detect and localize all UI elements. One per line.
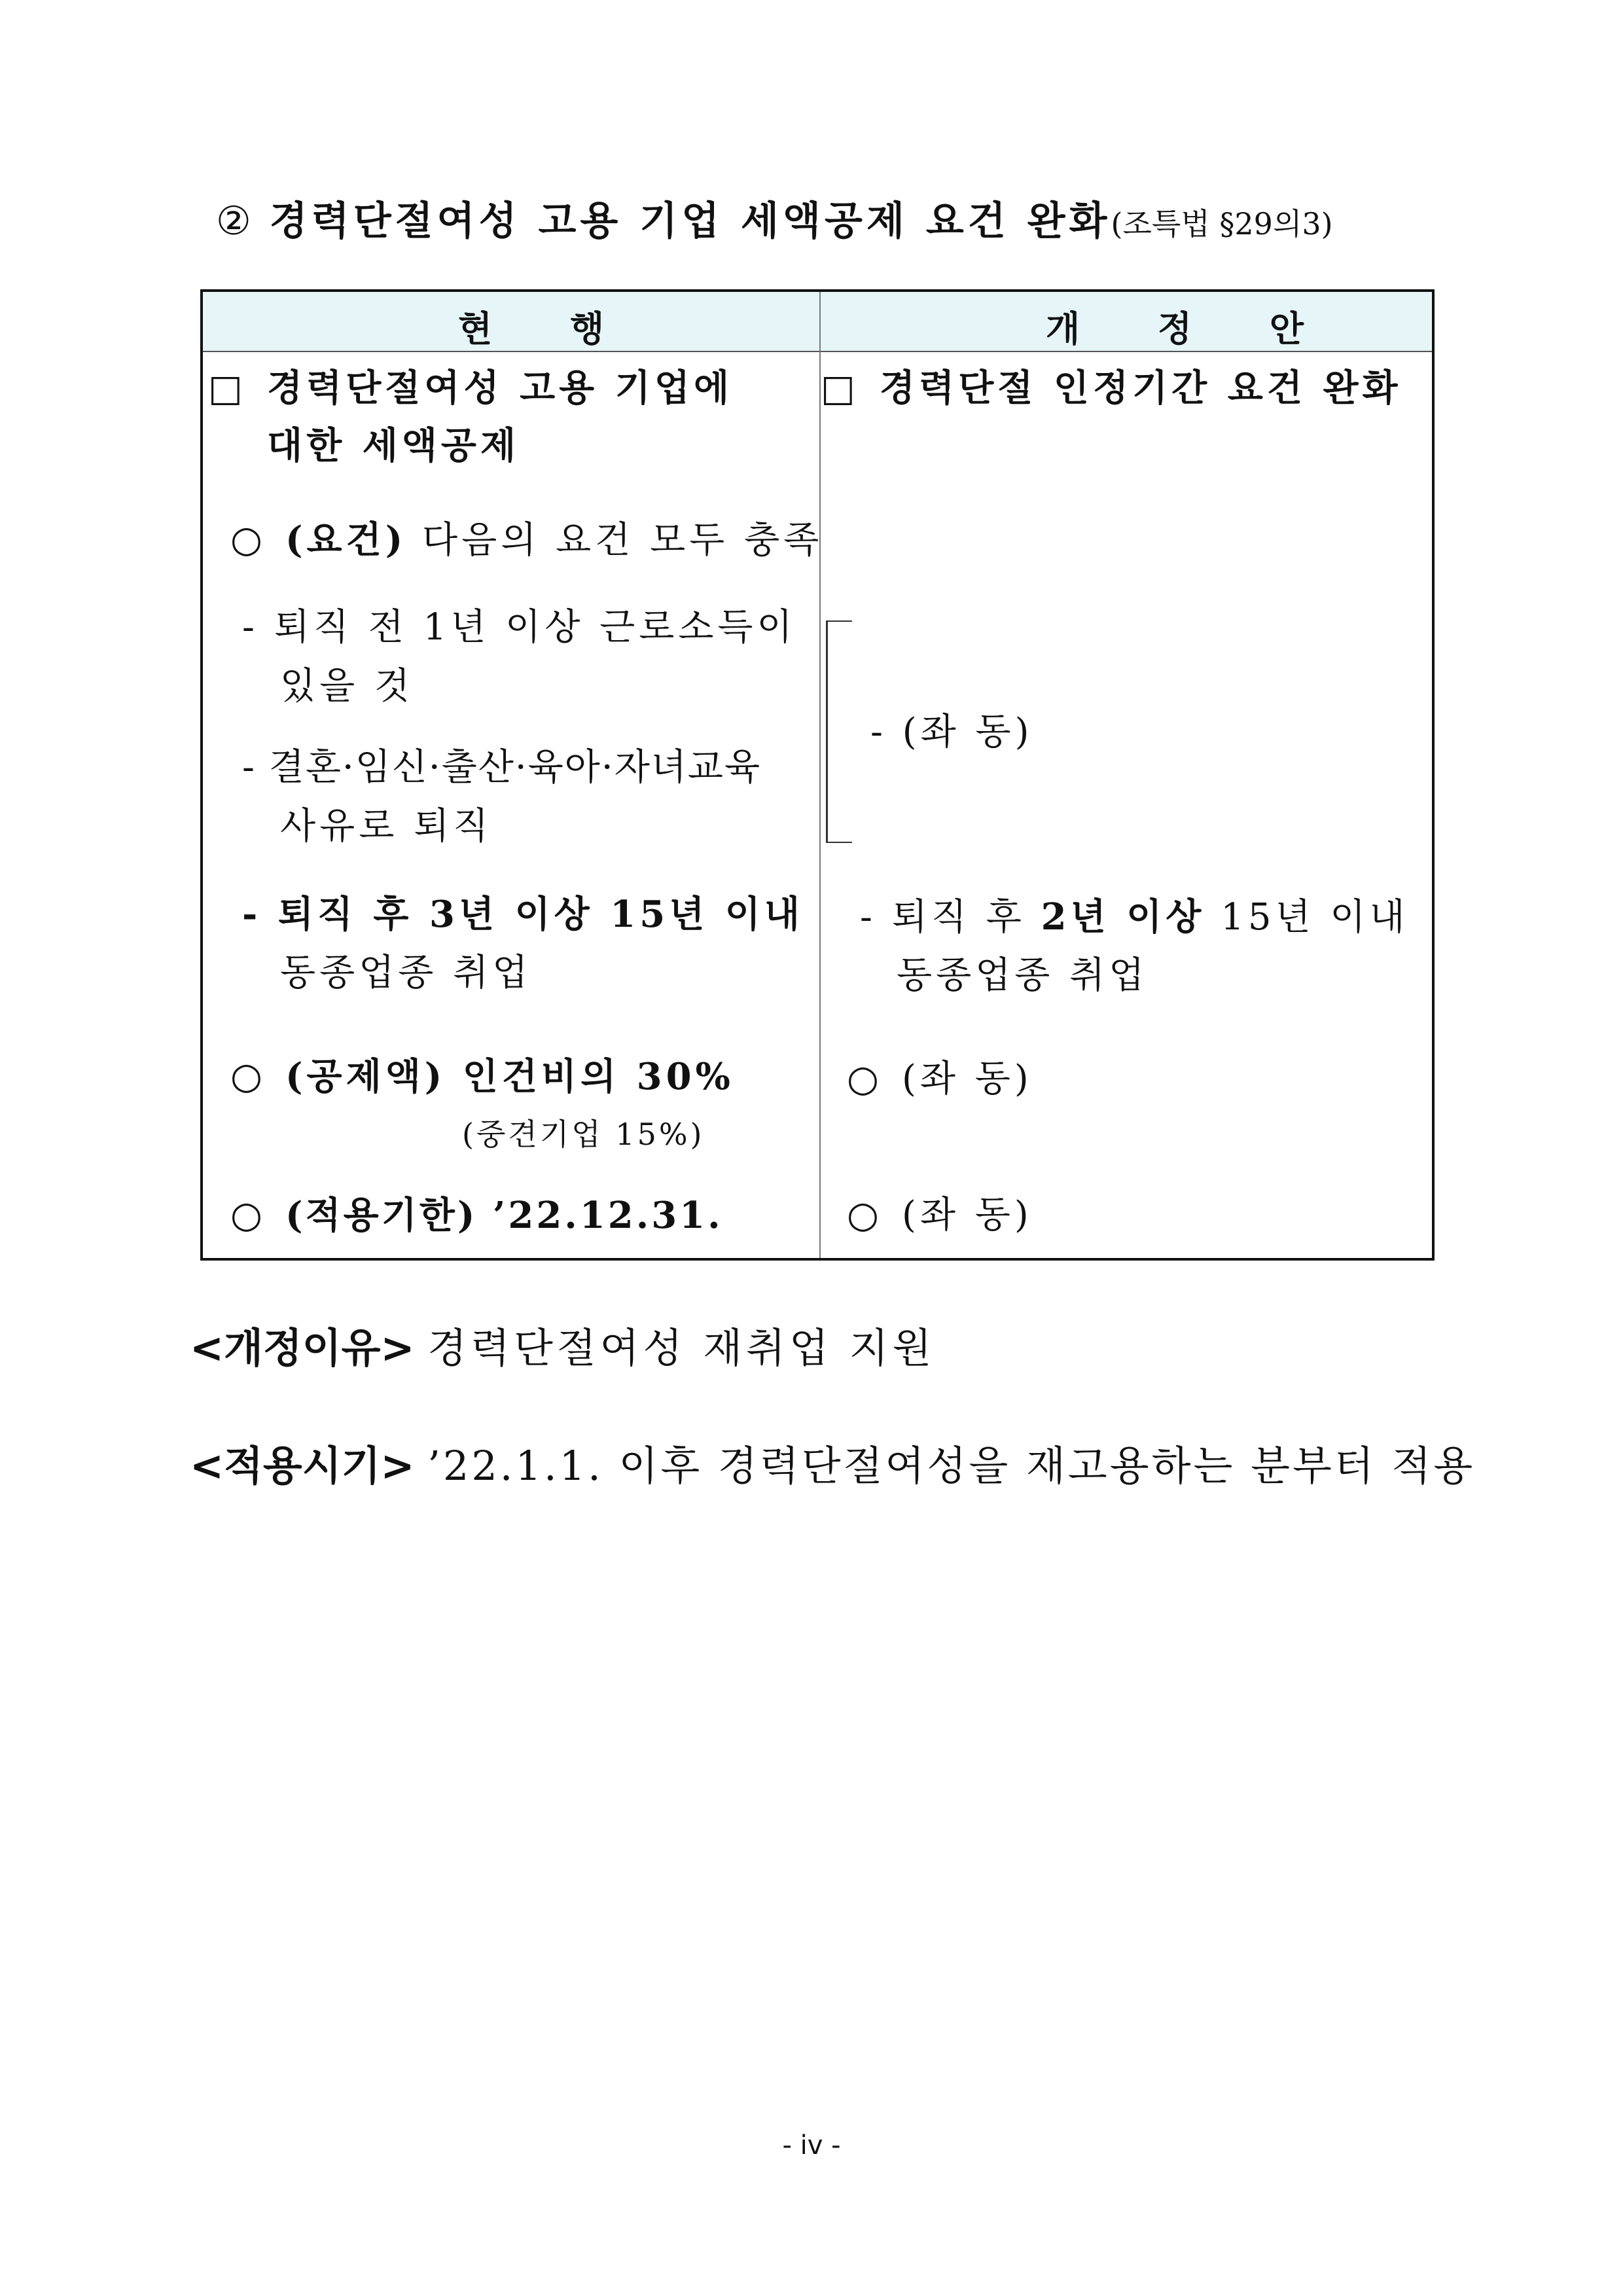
item3-revised-line2: 동종업종 취업 — [897, 954, 1149, 997]
deduction-revised-bullet: ○ — [847, 1058, 879, 1100]
requirements-bullet: ○ — [230, 518, 262, 561]
effective-date — [190, 1433, 1475, 1492]
header-current: 현 행 — [458, 308, 637, 350]
bracket-same-text: - (좌 동) — [870, 711, 1033, 753]
item3-current-line1: - 퇴직 후 3년 이상 15년 이내 — [242, 893, 804, 936]
deduction-revised: (좌 동) — [902, 1058, 1033, 1100]
law-reference: (조특법 §29의3) — [1111, 206, 1333, 242]
item3-revised-dash: - — [860, 896, 876, 939]
column-divider — [819, 292, 821, 1258]
same-as-left-bracket — [826, 620, 852, 843]
deduction-bullet: ○ — [230, 1055, 262, 1098]
revised-heading: 경력단절 인정기간 요건 완화 — [880, 367, 1402, 410]
reason-label: <개정이유> — [190, 1324, 415, 1372]
item1-line1: - 퇴직 전 1년 이상 근로소득이 — [242, 606, 796, 649]
period-revised: (좌 동) — [902, 1194, 1033, 1236]
item3-revised-line1 — [860, 888, 1409, 947]
current-heading-box: □ — [208, 367, 243, 410]
revised-heading-box: □ — [821, 367, 855, 410]
section-title — [216, 190, 1333, 246]
period-current: (적용기한) ’22.12.31. — [285, 1194, 723, 1237]
requirements-label: (요건) — [285, 518, 407, 562]
item3-revised-pre: 퇴직 후 — [891, 896, 1026, 939]
item2-line1: - 결혼·임신·출산·육아·자녀교육 — [242, 746, 762, 789]
amendment-reason — [190, 1316, 935, 1374]
effective-label: <적용시기> — [190, 1442, 415, 1490]
item3-revised-post: 15년 이내 — [1221, 896, 1409, 939]
header-revised: 개 정 안 — [1046, 308, 1337, 350]
section-number: ② — [216, 198, 255, 244]
deduction-current-sub: (중견기업 15%) — [462, 1117, 705, 1152]
item3-current-line2: 동종업종 취업 — [280, 952, 532, 994]
period-bullet: ○ — [230, 1194, 262, 1236]
effective-text: ’22.1.1. 이후 경력단절여성을 재고용하는 분부터 적용 — [427, 1442, 1476, 1490]
page-number: - iv - — [782, 2130, 841, 2161]
requirements-text: 다음의 요건 모두 충족 — [422, 519, 823, 562]
item3-revised-bold: 2년 이상 — [1041, 895, 1205, 939]
reason-text: 경력단절여성 재취업 지원 — [427, 1324, 936, 1372]
current-heading-line2: 대한 세액공제 — [267, 424, 520, 467]
requirements-row — [285, 511, 823, 570]
section-title-text: 경력단절여성 고용 기업 세액공제 요건 완화 — [269, 198, 1111, 244]
item2-line2: 사유로 퇴직 — [280, 805, 493, 848]
item1-line2: 있을 것 — [280, 665, 414, 708]
current-heading-line1: 경력단절여성 고용 기업에 — [267, 367, 734, 410]
deduction-current: (공제액) 인건비의 30% — [285, 1055, 734, 1098]
period-revised-bullet: ○ — [847, 1194, 879, 1236]
